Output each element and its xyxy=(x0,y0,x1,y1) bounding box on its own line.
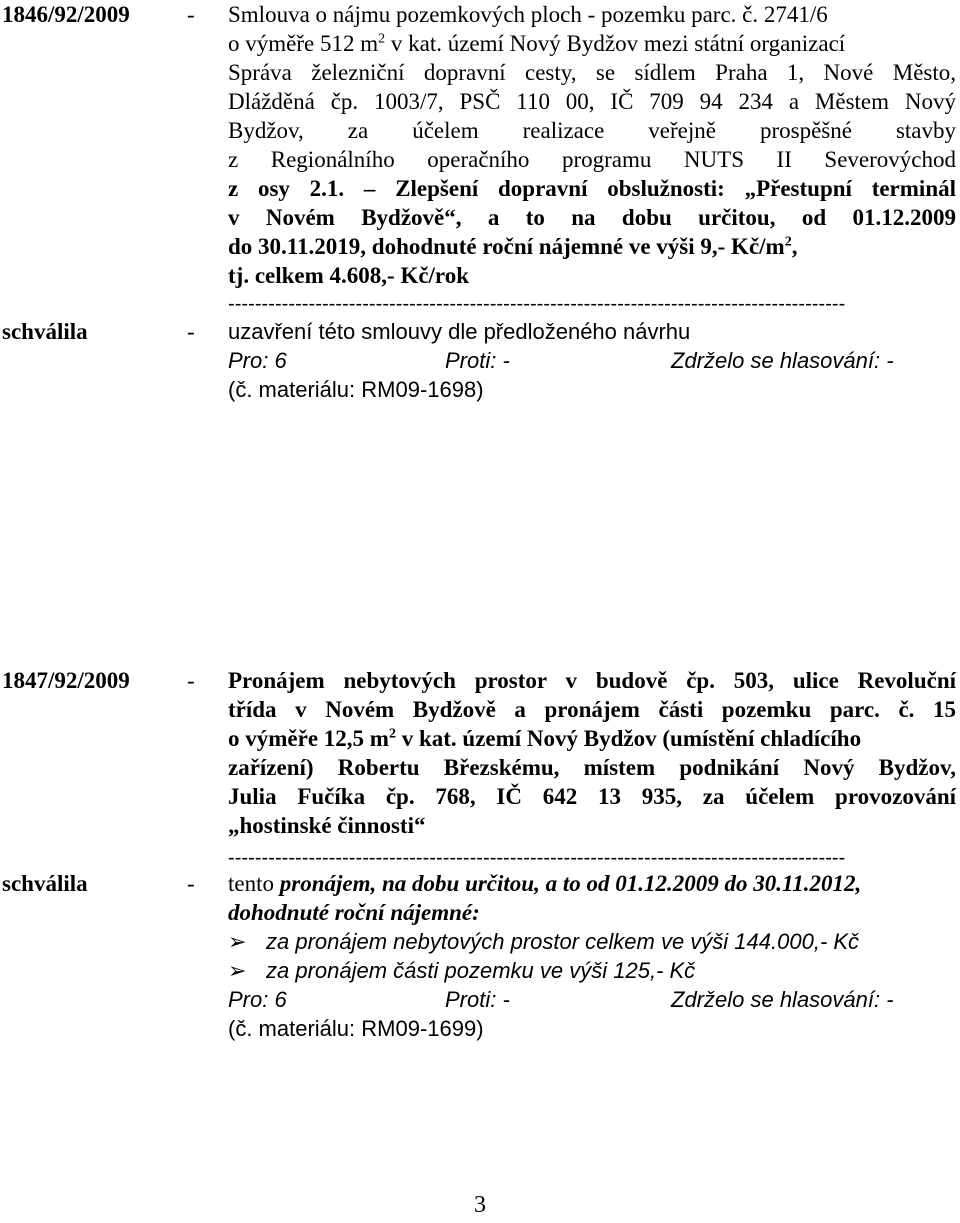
title-line: Dlážděná čp. 1003/7, PSČ 110 00, IČ 709 94 234 a Městem Nový xyxy=(228,89,956,114)
title-line: Pronájem nebytových prostor v budově čp. 503, ulice Revoluční xyxy=(228,668,956,693)
title-line: o výměře 512 $m^2$ v kat. území Nový Bydžov mezi státní organizací xyxy=(228,31,846,56)
title-line: z osy 2.1. – Zlepšení dopravní obslužnosti: „Přestupní terminál xyxy=(228,176,956,201)
resolution-title xyxy=(228,0,956,290)
vote-pro: Pro: 6 xyxy=(228,987,287,1012)
decision-text: uzavření této smlouvy dle předloženého návrhu xyxy=(228,319,691,344)
title-line: do 30.11.2019, dohodnuté roční nájemné ve výši 9,- $Kč/m^2$, xyxy=(228,234,798,259)
dash-separator: - xyxy=(187,2,195,27)
vote-proti: Proti: - xyxy=(445,348,510,373)
title-line: o výměře 12,5 $m^2$ v kat. území Nový Bydžov (umístění chladícího xyxy=(228,726,862,751)
title-line: Správa železniční dopravní cesty, se sídlem Praha 1, Nové Město, xyxy=(228,60,956,85)
vote-abstain: Zdrželo se hlasování: - xyxy=(671,987,894,1012)
title-line: zařízení) Robertu Březskému, místem podnikání Nový Bydžov, xyxy=(228,755,956,780)
title-line: „hostinské činnosti“ xyxy=(228,813,426,838)
decision-label: schválila xyxy=(2,871,88,896)
title-line: Bydžov, za účelem realizace veřejně prospěšné stavby xyxy=(228,118,956,143)
dashed-separator: -------------------------------------------------------------------------------------------- xyxy=(228,293,846,315)
title-line: tj. celkem 4.608,- Kč/rok xyxy=(228,263,470,288)
arrow-bullet-icon: ➢ xyxy=(228,929,247,954)
dashed-separator: -------------------------------------------------------------------------------------------- xyxy=(228,847,846,869)
dash-separator: - xyxy=(187,668,195,693)
title-line: třída v Novém Bydžově a pronájem části pozemku parc. č. 15 xyxy=(228,697,956,722)
title-line: Smlouva o nájmu pozemkových ploch - pozemku parc. č. 2741/6 xyxy=(228,2,828,27)
decision-text-line2: dohodnuté roční nájemné: xyxy=(228,900,480,925)
bullet-item: ➢ za pronájem nebytových prostor celkem ve výši 144.000,- Kč xyxy=(228,929,860,954)
page-number: 3 xyxy=(474,1192,486,1218)
title-line: v Novém Bydžově“, a to na dobu určitou, od 01.12.2009 xyxy=(228,205,956,230)
dash-separator: - xyxy=(187,319,195,344)
vote-result xyxy=(228,346,956,375)
resolution-number: 1847/92/2009 xyxy=(2,668,130,693)
resolution-number: 1846/92/2009 xyxy=(2,2,130,27)
dash-separator: - xyxy=(187,871,195,896)
title-line: z Regionálního operačního programu NUTS II Severovýchod xyxy=(228,147,956,172)
decision-text: tento pronájem, na dobu určitou, a to od 01.12.2009 do 30.11.2012, xyxy=(228,871,862,896)
arrow-bullet-icon: ➢ xyxy=(228,958,247,983)
decision-label: schválila xyxy=(2,319,88,344)
material-reference: (č. materiálu: RM09-1698) xyxy=(228,377,484,402)
bullet-item: ➢ za pronájem části pozemku ve výši 125,- Kč xyxy=(228,958,696,983)
vote-result xyxy=(228,985,956,1014)
resolution-title xyxy=(228,666,956,840)
vote-pro: Pro: 6 xyxy=(228,348,287,373)
vote-abstain: Zdrželo se hlasování: - xyxy=(671,348,894,373)
material-reference: (č. materiálu: RM09-1699) xyxy=(228,1016,484,1041)
title-line: Julia Fučíka čp. 768, IČ 642 13 935, za účelem provozování xyxy=(228,784,956,809)
vote-proti: Proti: - xyxy=(445,987,510,1012)
